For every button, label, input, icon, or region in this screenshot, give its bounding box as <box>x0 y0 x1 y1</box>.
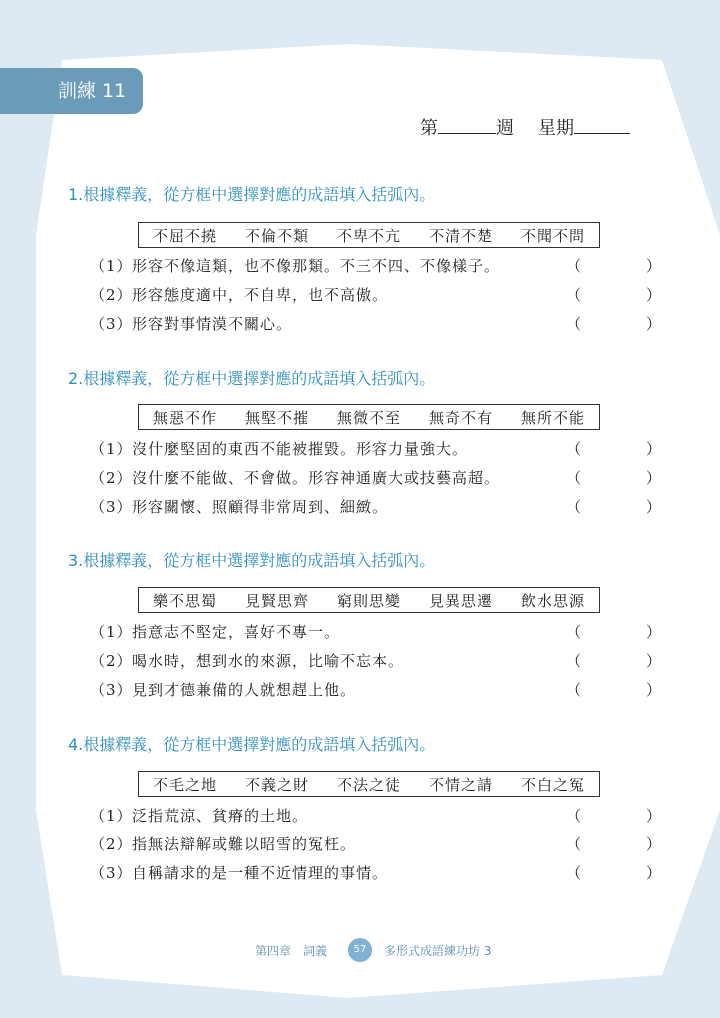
chapter-label: 第四章 詞義 <box>255 944 328 958</box>
item-text: 沒什麼不能做、不會做。形容神通廣大或技藝高超。 <box>132 468 501 487</box>
answer-paren-right: ） <box>645 834 662 853</box>
item-number: （1） <box>90 256 133 275</box>
week-label-di: 第 <box>420 118 438 139</box>
option: 不倫不類 <box>244 226 309 245</box>
item-number: （3） <box>90 863 133 882</box>
item-number: （3） <box>90 680 133 699</box>
option: 無惡不作 <box>152 408 217 427</box>
option: 見賢思齊 <box>244 591 309 610</box>
option: 飲水思源 <box>520 591 585 610</box>
question-1-option-box <box>138 222 600 248</box>
item-text: 喝水時，想到水的來源，比喻不忘本。 <box>132 651 405 670</box>
week-day-line <box>420 114 630 140</box>
option: 不法之徒 <box>336 775 401 794</box>
answer-paren-right: ） <box>645 680 662 699</box>
answer-paren-right: ） <box>645 863 662 882</box>
answer-paren-left[interactable]: （ <box>566 806 583 825</box>
question-1-item-1 <box>90 251 662 279</box>
option: 不情之請 <box>428 775 493 794</box>
book-title: 多形式成語練功坊 3 <box>384 944 492 958</box>
question-4-title: 4.根據釋義，從方框中選擇對應的成語填入括弧內。 <box>68 735 436 754</box>
answer-paren-right: ） <box>645 285 662 304</box>
question-3-item-3 <box>90 675 662 703</box>
answer-paren-left[interactable]: （ <box>566 834 583 853</box>
answer-paren-right: ） <box>645 622 662 641</box>
page-number-badge: 57 <box>348 938 372 962</box>
option: 無堅不摧 <box>244 408 309 427</box>
question-3-item-1 <box>90 617 662 645</box>
answer-paren-right: ） <box>645 468 662 487</box>
option: 樂不思蜀 <box>152 591 217 610</box>
item-number: （3） <box>90 497 133 516</box>
item-number: （1） <box>90 806 133 825</box>
option: 無所不能 <box>520 408 585 427</box>
answer-paren-right: ） <box>645 314 662 333</box>
option: 不卑不亢 <box>336 226 401 245</box>
item-number: （1） <box>90 439 133 458</box>
option: 不聞不問 <box>520 226 585 245</box>
option: 不白之冤 <box>520 775 585 794</box>
page-footer <box>0 938 720 962</box>
item-text: 見到才德兼備的人就想趕上他。 <box>132 680 357 699</box>
answer-paren-left[interactable]: （ <box>566 256 583 275</box>
item-text: 沒什麼堅固的東西不能被摧毀。形容力量強大。 <box>132 439 469 458</box>
answer-paren-left[interactable]: （ <box>566 468 583 487</box>
item-text: 指無法辯解或難以昭雪的冤枉。 <box>132 834 357 853</box>
week-label-zhou: 週 <box>496 118 514 139</box>
answer-paren-right: ） <box>645 806 662 825</box>
question-4-item-2 <box>90 829 662 857</box>
weekday-label: 星期 <box>538 118 574 139</box>
item-number: （1） <box>90 622 133 641</box>
question-2-item-2 <box>90 463 662 491</box>
question-4-item-1 <box>90 801 662 829</box>
question-3-item-2 <box>90 646 662 674</box>
item-number: （3） <box>90 314 133 333</box>
item-number: （2） <box>90 834 133 853</box>
option: 無微不至 <box>336 408 401 427</box>
answer-paren-left[interactable]: （ <box>566 439 583 458</box>
answer-paren-right: ） <box>645 497 662 516</box>
answer-paren-left[interactable]: （ <box>566 285 583 304</box>
option: 見異思遷 <box>428 591 493 610</box>
answer-paren-right: ） <box>645 439 662 458</box>
option: 不毛之地 <box>152 775 217 794</box>
item-number: （2） <box>90 285 133 304</box>
answer-paren-left[interactable]: （ <box>566 497 583 516</box>
item-text: 自稱請求的是一種不近情理的事情。 <box>132 863 389 882</box>
question-4-option-box <box>138 771 600 797</box>
item-number: （2） <box>90 651 133 670</box>
answer-paren-left[interactable]: （ <box>566 651 583 670</box>
question-3-option-box <box>138 587 600 613</box>
item-number: （2） <box>90 468 133 487</box>
question-3-title: 3.根據釋義，從方框中選擇對應的成語填入括弧內。 <box>68 551 436 570</box>
option: 無奇不有 <box>428 408 493 427</box>
question-2-option-box <box>138 404 600 430</box>
answer-paren-right: ） <box>645 651 662 670</box>
item-text: 形容對事情漠不關心。 <box>132 314 293 333</box>
question-1-title: 1.根據釋義，從方框中選擇對應的成語填入括弧內。 <box>68 185 436 204</box>
question-2-title: 2.根據釋義，從方框中選擇對應的成語填入括弧內。 <box>68 369 436 388</box>
item-text: 形容關懷、照顧得非常周到、細緻。 <box>132 497 389 516</box>
question-2-item-1 <box>90 434 662 462</box>
question-1-item-3 <box>90 309 662 337</box>
answer-paren-right: ） <box>645 256 662 275</box>
option: 不屈不撓 <box>152 226 217 245</box>
option: 窮則思變 <box>336 591 401 610</box>
answer-paren-left[interactable]: （ <box>566 863 583 882</box>
question-2-item-3 <box>90 492 662 520</box>
option: 不清不楚 <box>428 226 493 245</box>
question-1-item-2 <box>90 280 662 308</box>
weekday-blank[interactable] <box>574 115 630 134</box>
option: 不義之財 <box>244 775 309 794</box>
item-text: 形容不像這類，也不像那類。不三不四、不像樣子。 <box>132 256 501 275</box>
training-tab: 訓練 11 <box>0 68 143 114</box>
item-text: 形容態度適中，不自卑，也不高傲。 <box>132 285 389 304</box>
answer-paren-left[interactable]: （ <box>566 622 583 641</box>
answer-paren-left[interactable]: （ <box>566 680 583 699</box>
answer-paren-left[interactable]: （ <box>566 314 583 333</box>
item-text: 指意志不堅定，喜好不專一。 <box>132 622 341 641</box>
item-text: 泛指荒涼、貧瘠的土地。 <box>132 806 309 825</box>
week-blank[interactable] <box>438 115 496 134</box>
question-4-item-3 <box>90 858 662 886</box>
